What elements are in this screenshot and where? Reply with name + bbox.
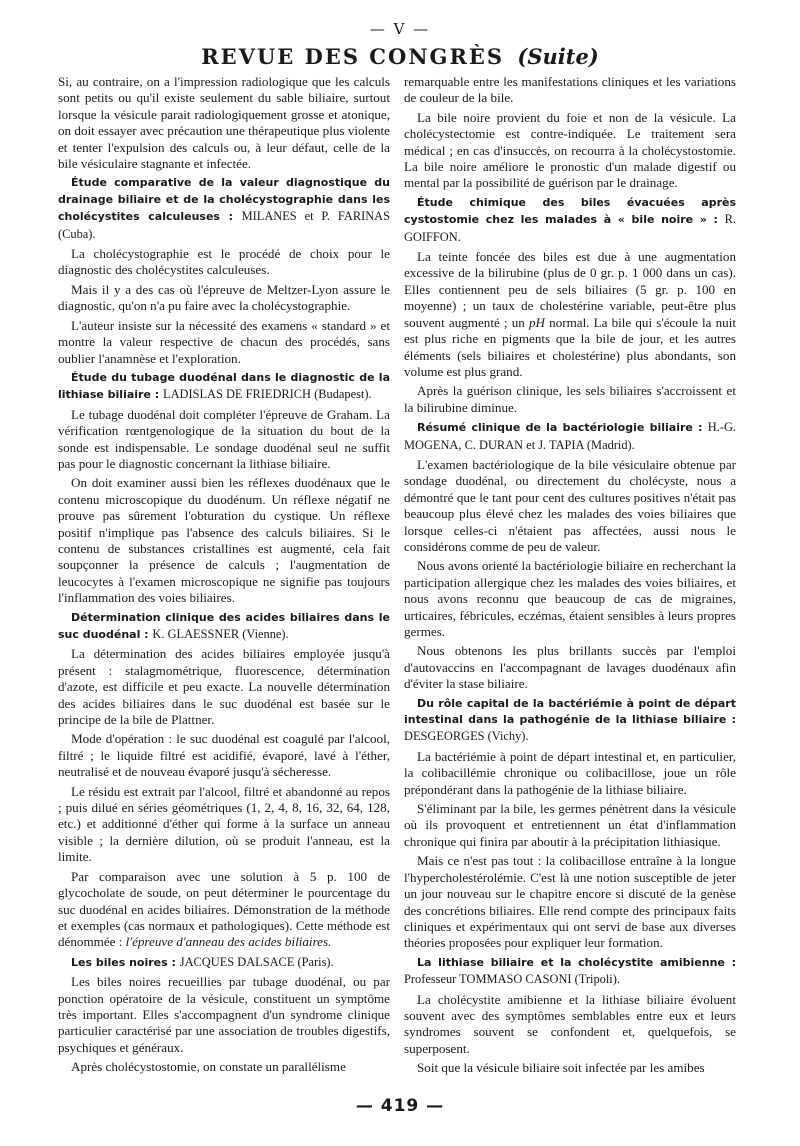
section-heading — [58, 370, 390, 404]
paragraph: Mode d'opération : le suc duodénal est coagulé par l'alcool, filtré ; le liquide filtré est acidifié, évaporé, lavé à l'éther, neutralisé et de nouveau évaporé jusqu'à sécheresse. — [58, 731, 390, 780]
heading-author: DESGEORGES (Vichy). — [404, 729, 529, 744]
paragraph: Après la guérison clinique, les sels biliaires s'accroissent et la bilirubine diminue. — [404, 383, 736, 415]
page-title — [0, 44, 800, 69]
heading-author: R. GOIFFON. — [404, 212, 736, 244]
heading-author: LADISLAS DE FRIEDRICH (Budapest). — [163, 387, 372, 402]
section-heading — [404, 195, 736, 246]
heading-title: Résumé clinique de la bactériologie biliaire : — [417, 421, 703, 435]
paragraph: La cholécystite amibienne et la lithiase biliaire évoluent souvent avec des symptômes semblables entre eux et leurs syndromes souvent se confondent et, quelquefois, se superposent. — [404, 991, 736, 1056]
italic-term: pH — [528, 314, 545, 330]
paragraph: L'auteur insiste sur la nécessité des examens « standard » et montre la valeur respective de chacun des procédés, sans oublier l'anamnèse et l'exploration. — [58, 317, 390, 366]
paragraph: Mais il y a des cas où l'épreuve de Meltzer-Lyon assure le diagnostic, qu'on n'a pu faire avec la cholécystographie. — [58, 281, 390, 314]
heading-title: Étude comparative de la valeur diagnostique du drainage biliaire et de la cholécystographie dans les cholécystites calculeuses : — [58, 176, 390, 224]
left-column — [58, 74, 390, 1079]
section-heading — [404, 419, 736, 454]
paragraph: remarquable entre les manifestations cliniques et les variations de couleur de la bile. — [404, 74, 736, 106]
paragraph: Nous obtenons les plus brillants succès par l'emploi d'autovaccins en l'accompagnant de lavages duodénaux afin d'éviter la stase biliaire. — [404, 643, 736, 692]
paragraph-text: La teinte foncée des biles est due à une augmentation excessive de la bilirubine (plus de 0 gr. p. 1 000 dans un cas). Elles contiennent peu de sels biliaires (5 gr. p. 100 en moyenne) ; un taux de cholestérine variable, peut-être plus souvent augmenté ; un — [404, 249, 736, 330]
paragraph: La détermination des acides biliaires employée jusqu'à présent : stalagmométrique, fluorescence, détermination d'azote, est difficile et peu exacte. La nouvelle détermination des acides biliaires dans le suc duodénal est basée sur le principe de la bile de Plattner. — [58, 646, 390, 728]
heading-author: MILANES et P. FARINAS (Cuba). — [58, 209, 390, 241]
heading-title: Étude chimique des biles évacuées après cystostomie chez les malades à « bile noire » : — [404, 195, 736, 227]
section-heading — [58, 610, 390, 644]
heading-author: K. GLAESSNER (Vienne). — [152, 627, 289, 641]
paragraph-text: normal. La bile qui s'écoule la nuit est plus riche en pigments que la bile de jour, et les autres éléments (sels biliaires et cholestérine) plus abondants, son volume est plus grand. — [404, 314, 737, 379]
section-heading — [404, 696, 736, 746]
section-heading — [58, 954, 390, 971]
paragraph: Le tubage duodénal doit compléter l'épreuve de Graham. La vérification rœntgenologique de la situation du bout de la sonde est indispensable. Le sondage duodénal seul ne suffit pas pour le diagnostic concernant la lithiase biliaire. — [58, 406, 390, 471]
paragraph: S'éliminant par la bile, les germes pénètrent dans la vésicule où ils provoquent et entretiennent un état d'inflammation chronique qui finira par aboutir à la précipitation lithiasique. — [404, 801, 736, 849]
heading-title: La lithiase biliaire et la cholécystite amibienne : — [417, 955, 736, 969]
roman-page-marker: — V — — [369, 20, 431, 38]
heading-author: JACQUES DALSACE (Paris). — [179, 954, 334, 969]
paragraph: On doit examiner aussi bien les réflexes duodénaux que le contenu microscopique du duodénum. Un réflexe négatif ne prouve pas sûrement l'obturation du cystique. Un réflexe positif n'implique pas l'absence des calculs biliaires. Si le contenu de substances cristallines est augmenté, cela fait soupçonner la présence de calculs ; l'augmentation de leucocytes à l'examen microscopique ne signifie pas toujours l'inflammation des voies biliaires. — [58, 475, 390, 606]
paragraph: Les biles noires recueillies par tubage duodénal, ou par ponction opératoire de la vésicule, constituent un symptôme très important. Elles s'accompagnent d'un syndrome clinique particulier caractérisé par une association de troubles digestifs, psychiques et généraux. — [58, 974, 390, 1055]
page-number: — 419 — — [355, 1096, 445, 1116]
paragraph: L'examen bactériologique de la bile vésiculaire obtenue par sondage duodénal, ou directement du cholécyste, nous a démontré que le tant pour cent des cultures positives n'était pas beaucoup plus élevé chez les malades des voies biliaires que lorsque celles-ci n'étaient pas affectées, aussi nous le considérons comme de peu de valeur. — [404, 456, 736, 554]
paragraph: Si, au contraire, on a l'impression radiologique que les calculs sont petits ou qu'il existe seulement du sable biliaire, surtout lorsque la vésicule parait radiologiquement grosse et atonique, on doit essayer avec précaution une thérapeutique plus violente et tenter l'expulsion des calculs ou, à leur défaut, celle de la bile vésiculaire stagnante et infectée. — [58, 74, 390, 172]
right-column — [404, 74, 736, 1080]
paragraph: Le résidu est extrait par l'alcool, filtré et abandonné au repos ; puis dilué en séries géométriques (1, 2, 4, 8, 16, 32, 64, 128, etc.) et additionné d'éther qui forme à la surface un anneau visible ; la dernière dilution, où se produit l'anneau, est la limite. — [58, 783, 390, 865]
heading-title: Du rôle capital de la bactériémie à point de départ intestinal dans la pathogénie de la lithiase biliaire : — [404, 696, 736, 727]
paragraph-text: Par comparaison avec une solution à 5 p. 100 de glycocholate de soude, on peut déterminer le pourcentage du suc duodénal en acides biliaires. Démonstration de la méthode et exemples (cas normaux et pathologiques). Cette méthode est dénommée : — [58, 868, 390, 950]
title-text: REVUE DES CONGRÈS — [201, 44, 505, 69]
italic-term: l'épreuve d'anneau des acides biliaires. — [125, 934, 332, 950]
paragraph: La bactériémie à point de départ intestinal et, en particulier, la colibacillémie chronique ou colibacillose, joue un rôle prépondérant dans la pathogénie de la lithiase biliaire. — [404, 748, 736, 797]
paragraph: Soit que la vésicule biliaire soit infectée par les amibes — [417, 1060, 705, 1076]
paragraph: Mais ce n'est pas tout : la colibacillose entraîne à la longue l'hypercholestérolémie. C'est là une notion susceptible de jeter un jour nouveau sur le chapitre encore si discuté de la genèse des concrétions biliaires. Elle rend compte des principaux faits cliniques et expérimentaux qui ont servi de base aux diverses théories proposées pour expliquer leur formation. — [404, 853, 736, 951]
paragraph: La bile noire provient du foie et non de la vésicule. La cholécystectomie est contre-indiquée. Le traitement sera médical ; en cas d'insuccès, on recourra à la cholécystostomie. La bile noire améliore le pronostic d'un malade digestif ou mental par la possibilité de guérison par le drainage. — [404, 109, 736, 191]
heading-title: Étude du tubage duodénal dans le diagnostic de la lithiase biliaire : — [58, 370, 390, 402]
section-heading — [404, 955, 736, 989]
paragraph: La cholécystographie est le procédé de choix pour le diagnostic des cholécystites calculeuses. — [58, 246, 390, 278]
heading-title: Les biles noires : — [71, 955, 176, 969]
heading-author: H.-G. MOGENA, C. DURAN et J. TAPIA (Madrid). — [404, 420, 736, 452]
heading-title: Détermination clinique des acides biliaires dans le suc duodénal : — [58, 610, 390, 641]
paragraph — [58, 869, 390, 951]
title-suite: (Suite) — [517, 44, 599, 69]
paragraph — [404, 249, 736, 380]
paragraph: Après cholécystostomie, on constate un parallélisme — [71, 1059, 346, 1075]
heading-author: Professeur TOMMASO CASONI (Tripoli). — [404, 972, 620, 987]
section-heading — [58, 175, 390, 243]
paragraph: Nous avons orienté la bactériologie biliaire en recherchant la participation allergique chez les malades des voies biliaires, et nous avons reconnu que beaucoup de cas de migraines, urticaires, fébricules, eczémas, étaient sensibles à leurs propres germes. — [404, 558, 736, 639]
